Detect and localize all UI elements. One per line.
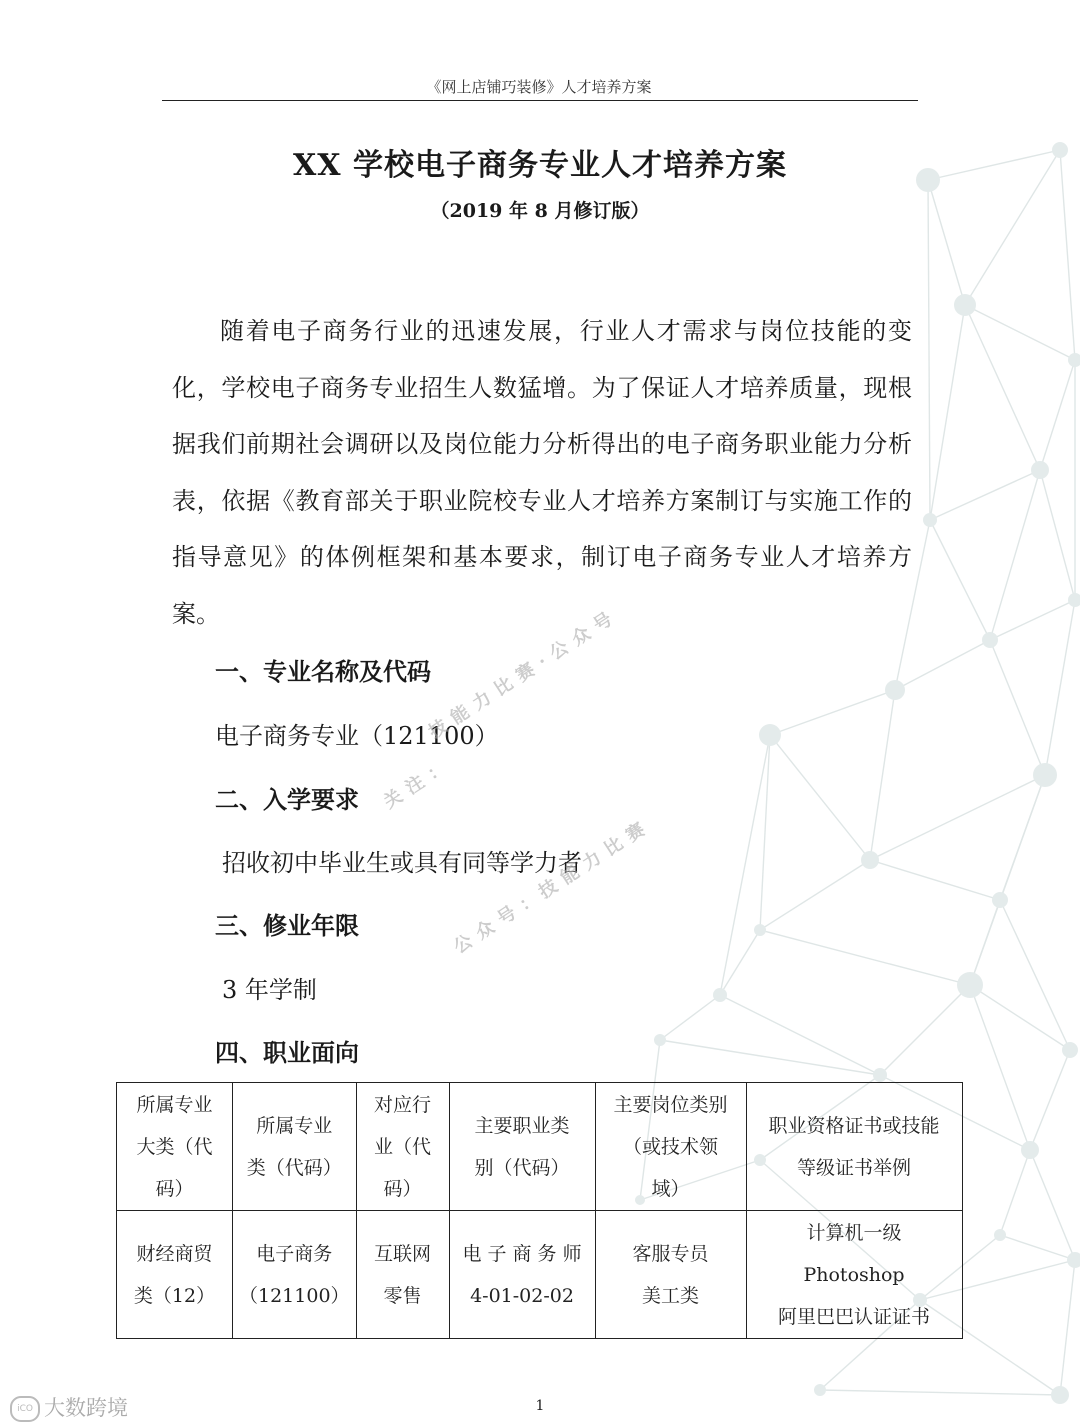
- network-link: [870, 860, 1000, 900]
- network-link: [965, 305, 1075, 360]
- document-subtitle: （2019 年 8 月修订版）: [430, 200, 650, 222]
- network-node: [957, 972, 983, 998]
- network-link: [930, 520, 990, 640]
- network-link: [760, 930, 970, 985]
- network-link: [1030, 1150, 1075, 1260]
- network-node: [1051, 1386, 1069, 1404]
- cell-certificates: 计算机一级 Photoshop 阿里巴巴认证证书: [746, 1211, 962, 1339]
- header-certificates: 职业资格证书或技能 等级证书举例: [746, 1083, 962, 1211]
- header-major-category: 所属专业 大类（代 码）: [117, 1083, 233, 1211]
- section-heading-admission: 二、入学要求: [215, 785, 359, 814]
- watermark-text: 关注：: [380, 752, 457, 814]
- chat-bubble-icon: iCO: [10, 1396, 40, 1422]
- cell-industry: 互联网 零售: [356, 1211, 449, 1339]
- header-rule: [162, 100, 918, 101]
- network-link: [895, 640, 990, 690]
- network-link: [770, 735, 870, 860]
- network-link: [1040, 470, 1075, 600]
- network-link: [720, 735, 770, 995]
- network-link: [930, 305, 965, 520]
- network-link: [1000, 1150, 1030, 1235]
- study-duration: 3 年学制: [222, 976, 317, 1004]
- network-link: [770, 690, 895, 735]
- network-node: [759, 724, 781, 746]
- watermark-text: 公众号：: [450, 883, 549, 959]
- section-heading-duration: 三、修业年限: [215, 911, 359, 940]
- cell-job-category: 客服专员 美工类: [595, 1211, 746, 1339]
- network-node: [861, 851, 879, 869]
- watermark-text: 技能力比赛: [535, 814, 656, 904]
- brand-name: 大数跨境: [44, 1396, 128, 1420]
- document-title: XX 学校电子商务专业人才培养方案: [293, 148, 787, 183]
- network-link: [1000, 1235, 1075, 1260]
- network-node: [754, 924, 766, 936]
- network-node: [992, 892, 1008, 908]
- section-heading-career: 四、职业面向: [215, 1038, 359, 1067]
- network-node: [982, 632, 998, 648]
- section-heading-major: 一、专业名称及代码: [215, 657, 431, 686]
- network-node: [923, 513, 937, 527]
- career-orientation-table: [116, 1082, 963, 1339]
- header-occupation: 主要职业类 别（代码）: [449, 1083, 595, 1211]
- network-node: [885, 680, 905, 700]
- network-link: [720, 995, 880, 1075]
- page-number: 1: [535, 1398, 545, 1414]
- watermark-text: 技能力比赛·公众号: [425, 604, 623, 744]
- network-node: [1068, 593, 1080, 607]
- network-node: [1031, 461, 1049, 479]
- network-node: [1068, 353, 1080, 367]
- network-link: [760, 860, 870, 930]
- network-node: [654, 1034, 666, 1046]
- network-node: [954, 294, 976, 316]
- header-major-class: 所属专业 类（代码）: [233, 1083, 357, 1211]
- table-row: [117, 1211, 963, 1339]
- network-node: [1062, 1042, 1078, 1058]
- table-header-row: [117, 1083, 963, 1211]
- network-link: [1045, 600, 1075, 775]
- network-link: [990, 640, 1045, 775]
- admission-requirement: 招收初中毕业生或具有同等学力者: [222, 849, 582, 877]
- major-name-code: 电子商务专业（121100）: [215, 722, 499, 750]
- cell-major-category: 财经商贸 类（12）: [117, 1211, 233, 1339]
- header-industry: 对应行 业（代 码）: [356, 1083, 449, 1211]
- network-link: [660, 1040, 880, 1075]
- network-node: [713, 988, 727, 1002]
- network-node: [994, 1229, 1006, 1241]
- network-link: [970, 900, 1000, 985]
- header-job-category: 主要岗位类别 （或技术领 域）: [595, 1083, 746, 1211]
- network-link: [965, 305, 1040, 470]
- running-header: 《网上店铺巧装修》人才培养方案: [426, 78, 652, 96]
- network-node: [814, 1384, 826, 1396]
- intro-paragraph: 随着电子商务行业的迅速发展，行业人才需求与岗位技能的变化，学校电子商务专业招生人数猛增。为了保证人才培养质量，现根据我们前期社会调研以及岗位能力分析得出的电子商务职业能力分析表，依据《教育部关于职业院校专业人才培养方案制订与实施工作的指导意见》的体例框架和基本要求，制订电子商务专业人才培养方案。: [172, 317, 912, 628]
- network-link: [870, 690, 895, 860]
- network-link: [928, 180, 930, 520]
- network-link: [990, 600, 1075, 640]
- network-node: [1021, 1141, 1039, 1159]
- brand-watermark: [10, 1392, 128, 1422]
- network-link: [1030, 1050, 1070, 1150]
- network-node: [1033, 763, 1057, 787]
- network-link: [1040, 360, 1075, 470]
- network-link: [660, 995, 720, 1040]
- network-link: [930, 470, 1040, 520]
- network-link: [880, 985, 970, 1075]
- network-node: [873, 1068, 887, 1082]
- cell-major-class: 电子商务 （121100）: [233, 1211, 357, 1339]
- network-link: [820, 1390, 1060, 1395]
- network-link: [1060, 1260, 1075, 1395]
- network-link: [990, 470, 1040, 640]
- network-node: [1067, 1252, 1080, 1268]
- cell-occupation: 电 子 商 务 师 4-01-02-02: [449, 1211, 595, 1339]
